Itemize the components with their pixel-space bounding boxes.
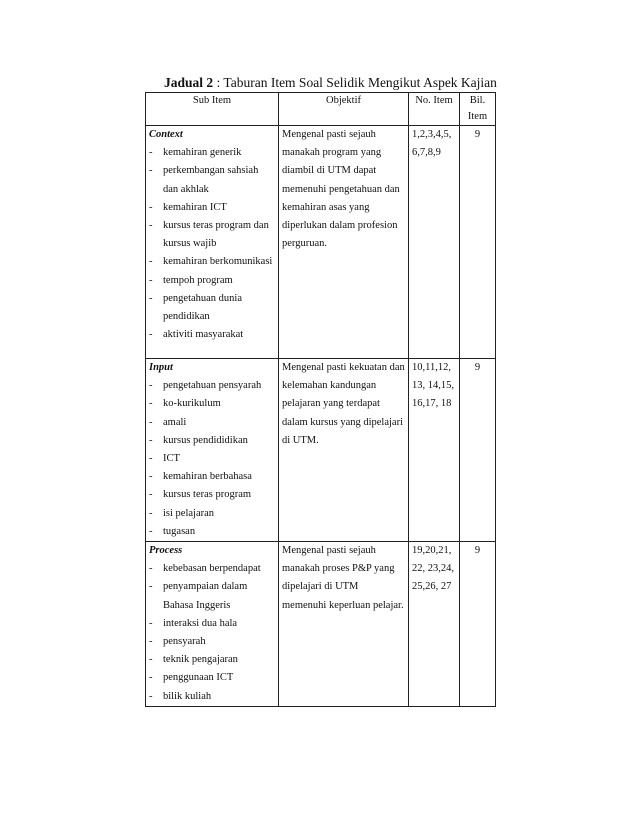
list-item: - interaksi dua hala (149, 615, 275, 633)
list-item: - kursus teras program dan kursus wajib (149, 217, 275, 253)
no-item-cell: 19,20,21,22, 23,24,25,26, 27 (409, 542, 460, 707)
section-label: Process (149, 545, 183, 557)
list-item: - pengetahuan dunia pendidikan (149, 290, 275, 326)
sub-item-cell (146, 542, 279, 707)
sub-item-cell (146, 126, 279, 359)
list-item: - kursus teras program (149, 486, 275, 504)
list-item: - teknik pengajaran (149, 651, 275, 669)
table-row (146, 359, 496, 542)
sub-item-list (149, 377, 275, 541)
header-bil-line2: Item (467, 111, 488, 122)
list-item: - kemahiran ICT (149, 199, 275, 217)
list-item: - tugasan (149, 523, 275, 541)
caption-label: Jadual 2 (164, 75, 214, 90)
table-row (146, 542, 496, 707)
header-sub-item: Sub Item (146, 93, 279, 126)
caption-text: : Taburan Item Soal Selidik Mengikut Aspek Kajian (213, 75, 497, 90)
list-item: - penggunaan ICT (149, 669, 275, 687)
list-item: - amali (149, 414, 275, 432)
table-caption (164, 75, 497, 91)
header-no-item: No. Item (409, 93, 460, 126)
objektif-cell: Mengenal pasti sejauh manakah proses P&P yang dipelajari di UTM memenuhi keperluan pelajar. (279, 542, 409, 707)
list-item: - penyampaian dalam Bahasa Inggeris (149, 578, 275, 614)
list-item: - pengetahuan pensyarah (149, 377, 275, 395)
list-item: - kemahiran berkomunikasi (149, 253, 275, 271)
header-bil-item (460, 93, 496, 126)
list-item: - aktiviti masyarakat (149, 326, 275, 344)
objektif-cell: Mengenal pasti sejauh manakah program yang diambil di UTM dapat memenuhi pengetahuan dan kemahiran asas yang diperlukan dalam profesion perguruan. (279, 126, 409, 359)
list-item: - kursus pendididikan (149, 432, 275, 450)
objektif-cell: Mengenal pasti kekuatan dan kelemahan kandungan pelajaran yang terdapat dalam kursus yang dipelajari di UTM. (279, 359, 409, 542)
no-item-cell: 1,2,3,4,5,6,7,8,9 (409, 126, 460, 359)
list-item: - ko-kurikulum (149, 395, 275, 413)
sub-item-list (149, 144, 275, 344)
list-item: - ICT (149, 450, 275, 468)
list-item: - tempoh program (149, 272, 275, 290)
sub-item-cell (146, 359, 279, 542)
table-row (146, 126, 496, 359)
bil-item-cell: 9 (460, 126, 496, 359)
list-item: - kemahiran generik (149, 144, 275, 162)
table-header-row (146, 93, 496, 126)
header-bil-line1: Bil. (469, 95, 486, 106)
list-item: - pensyarah (149, 633, 275, 651)
section-label: Context (149, 129, 183, 140)
sub-item-list (149, 560, 275, 706)
bil-item-cell: 9 (460, 542, 496, 707)
bil-item-cell: 9 (460, 359, 496, 542)
no-item-cell: 10,11,12,13, 14,15,16,17, 18 (409, 359, 460, 542)
list-item: - isi pelajaran (149, 505, 275, 523)
header-objektif: Objektif (279, 93, 409, 126)
list-item: - kebebasan berpendapat (149, 560, 275, 578)
list-item: - bilik kuliah (149, 688, 275, 706)
section-label: Input (149, 362, 173, 373)
list-item: - kemahiran berbahasa (149, 468, 275, 486)
aspect-table (145, 92, 496, 707)
list-item: - perkembangan sahsiah dan akhlak (149, 162, 275, 198)
